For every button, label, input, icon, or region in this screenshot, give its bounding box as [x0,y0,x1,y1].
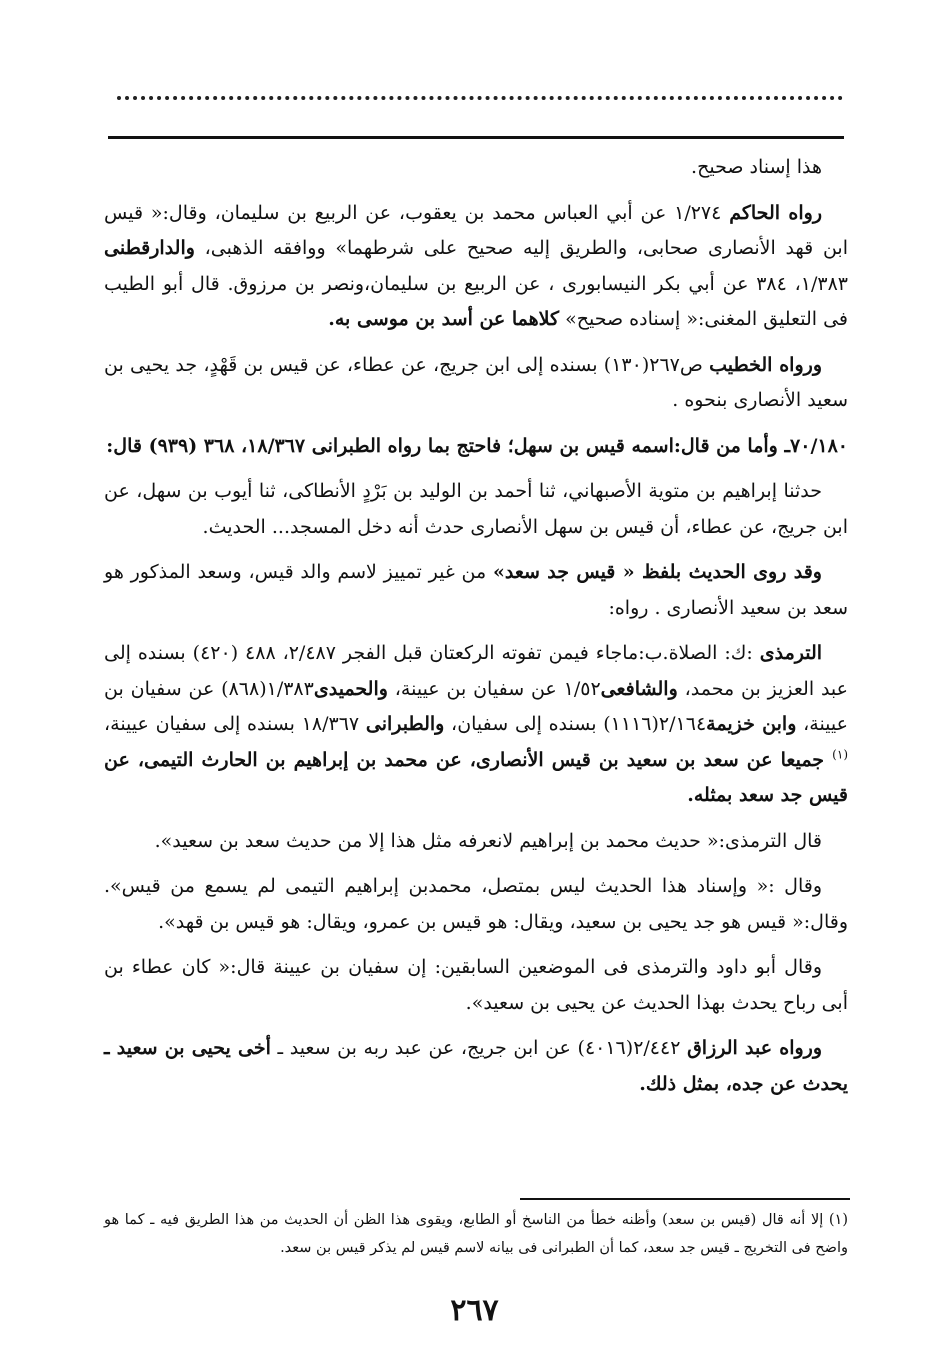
header-dotted-line [117,96,843,100]
bold-text: ورواه الخطيب [709,353,822,376]
text-span: هذا إسناد صحيح. [691,156,822,178]
paragraph [104,869,848,940]
footnote [104,1206,848,1262]
text-span: ١/٣٨٣(٨٦٨) عن سفيان بن عيينة، [104,677,848,735]
bold-text: رواه الحاكم [729,201,823,224]
text-span: من غير تمييز لاسم والد قيس، وسعد المذكور هو سعد بن سعيد الأنصارى . رواه: [104,561,848,619]
paragraph [104,636,848,814]
text-span: :ك: الصلاة.ب:ماجاء فيمن تفوته الركعتان قبل الفجر ٢/٤٨٧، ٤٨٨ (٤٢٠) بسنده إلى عبد العزيز بن محمد، [104,642,848,700]
bold-text: جميعا عن سعد بن سعيد بن قيس الأنصارى، عن محمد بن إبراهيم بن الحارث التيمى، عن قيس جد سعد بمثله. [104,748,848,806]
bold-text: وابن خزيمة [706,713,797,735]
paragraph [104,824,848,860]
page-number: ٢٦٧ [450,1293,499,1328]
text-span: قال الترمذى:« حديث محمد بن إبراهيم لانعرفه مثل هذا إلا من حديث سعد بن سعيد». [154,829,822,852]
text-span: وقال أبو داود والترمذى فى الموضعين السابقين: إن سفيان بن عيينة قال:« كان عطاء بن أبى رباح يحدث بهذا الحديث عن يحيى بن سعيد». [104,956,848,1014]
text-span: ١/٢٧٤ عن أبي العباس محمد بن يعقوب، عن الربيع بن سليمان، وقال:« قيس ابن قهد الأنصارى صحابى، والطريق إليه صحيح على شرطهما» ووافقه الذهبى، [104,201,848,259]
bold-text: والدارقطنى [104,237,195,259]
text-span: ١/٥٢ عن سفيان بن عيينة، [387,677,601,700]
bold-text: أخى يحيى بن سعيد ـ يحدث عن جده، بمثل ذلك. [104,1037,848,1095]
bold-text: والشافعى [600,677,678,700]
paragraph [104,196,848,338]
paragraph [104,150,848,186]
text-span: حدثنا إبراهيم بن متوية الأصبهاني، ثنا أحمد بن الوليد بن بَرْدٍ الأنطاكى، ثنا أيوب بن سهل، عن ابن جريج، عن عطاء، أن قيس بن سهل الأنصارى حدث أنه دخل المسجد... الحديث. [104,480,848,538]
bold-text: كلاهما عن أسد بن موسى به. [328,308,560,330]
bold-text: ورواه عبد الرزاق [687,1037,823,1059]
bold-text: الترمذى [759,642,823,664]
paragraph [104,950,848,1021]
footnote-text: (١) إلا أنه قال (قيس بن سعد) وأظنه خطأ من الناسخ أو الطابع، ويقوى هذا الظن أن الحديث من هذا الطريق فيه ـ كما هو واضح فى التخريج ـ قيس جد سعد، كما أن الطبرانى فى بيانه لاسم قيس لم يذكر قيس بن سعد. [104,1212,848,1256]
paragraph [104,555,848,626]
text-span: وقال :« وإسناد هذا الحديث ليس بمتصل، محمدبن إبراهيم التيمى لم يسمع من قيس». وقال:« قيس هو جد يحيى بن سعيد، ويقال: هو قيس بن عمرو، ويقال: هو قيس بن قهد». [104,875,848,933]
paragraph [104,429,848,465]
footnote-marker: (١) [832,747,848,762]
bold-text: والطبرانى [365,713,445,735]
paragraph [104,1031,848,1102]
text-span: ٢/٤٤٢(٤٠١٦) عن ابن جريج، عن عبد ربه بن سعيد ـ [270,1037,688,1059]
bold-text: والحميدى [313,677,388,700]
header-rule [108,136,844,139]
footnote-separator [520,1198,850,1200]
bold-text: ٧٠/١٨٠ـ وأما من قال:اسمه قيس بن سهل؛ فاحتج بما رواه الطبرانى ١٨/٣٦٧، ٣٦٨ (٩٣٩) قال: [106,434,848,457]
text-span: ١/٣٨٣، ٣٨٤ عن أبي بكر النيسابورى ، عن الربيع بن سليمان،ونصر بن مرزوق. قال أبو الطيب فى التعليق المغنى:« إسناده صحيح» [104,272,849,330]
paragraph [104,474,848,545]
bold-text: وقد روى الحديث بلفظ « قيس جد سعد» [492,561,822,583]
text-span: ٢/١٦٤(١١١٦) بسنده إلى سفيان، [444,713,707,735]
text-span: ص٢٦٧(١٣٠) بسنده إلى ابن جريج، عن عطاء، عن قيس بن قَهْدٍ، جد يحيى بن سعيد الأنصارى بنحوه . [104,353,848,411]
main-text [104,150,848,1112]
paragraph [104,348,848,419]
text-span: ١٨/٣٦٧ بسنده إلى سفيان عيينة، [104,713,366,735]
